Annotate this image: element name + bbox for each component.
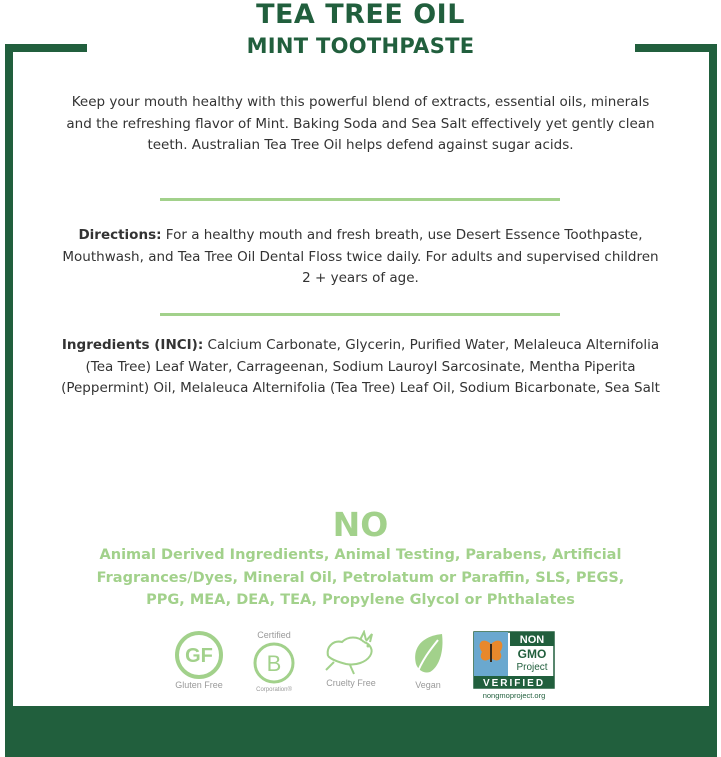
directions-label: Directions: [78, 227, 162, 243]
non-gmo-line2: GMO [517, 647, 547, 661]
divider [160, 198, 560, 201]
gluten-free-label: Gluten Free [175, 680, 223, 690]
directions-text: For a healthy mouth and fresh breath, use Desert Essence Toothpaste, Mouthwash, and Tea Tree Oil Dental Floss twice daily. For adults and supervised children 2 + years of age. [62, 227, 659, 286]
ingredients-label: Ingredients (INCI): [61, 337, 204, 353]
gluten-free-badge [168, 630, 230, 700]
product-line-title: TEA TREE OIL [256, 0, 465, 30]
free-from-list: Animal Derived Ingredients, Animal Testing, Parabens, Artificial Fragrances/Dyes, Mineral Oil, Petrolatum or Paraffin, SLS, PEGS, PPG, MEA, DEA, TEA, Propylene Glycol or Phthalates [96, 547, 625, 608]
b-corp-top-label: Certified [257, 630, 291, 640]
directions-paragraph [60, 225, 661, 290]
vegan-label: Vegan [415, 680, 441, 690]
non-gmo-line1: NON [519, 634, 545, 646]
b-corp-badge [243, 630, 305, 700]
frame-border-right [709, 44, 717, 724]
free-from-heading: NO [332, 505, 389, 544]
vegan-badge [397, 630, 459, 700]
cruelty-free-badge [320, 630, 382, 700]
ingredients-text: Calcium Carbonate, Glycerin, Purified Water, Melaleuca Alternifolia (Tea Tree) Leaf Water, Carrageenan, Sodium Lauroyl Sarcosinate, Mentha Piperita (Peppermint) Oil, Melaleuca Alternifolia (Tea Tree) Leaf Oil, Sodium Bicarbonate, Sea Salt [61, 337, 660, 396]
gluten-free-mark: GF [185, 645, 213, 667]
b-corp-icon [252, 641, 296, 685]
leaping-bunny-icon [320, 630, 382, 678]
non-gmo-verified-icon [472, 630, 556, 690]
divider [160, 313, 560, 316]
non-gmo-badge [470, 630, 558, 700]
product-name-title: MINT TOOTHPASTE [246, 34, 475, 58]
intro-paragraph: Keep your mouth healthy with this powerful blend of extracts, essential oils, minerals and the refreshing flavor of Mint. Baking Soda and Sea Salt effectively yet gently clean teeth. Australian Tea Tree Oil helps defend against sugar acids. [66, 94, 655, 153]
b-corp-label: Corporation® [256, 687, 292, 693]
ingredients-paragraph [60, 335, 661, 400]
gluten-free-icon [174, 630, 224, 680]
footer-band [5, 706, 717, 757]
b-corp-mark: B [266, 651, 282, 676]
cruelty-free-label: Cruelty Free [326, 678, 376, 688]
non-gmo-verified: VERIFIED [482, 678, 546, 689]
non-gmo-line3: Project [516, 662, 548, 673]
leaf-icon [408, 630, 448, 680]
non-gmo-url: nongmoproject.org [482, 691, 546, 700]
frame-border-left [5, 44, 13, 724]
